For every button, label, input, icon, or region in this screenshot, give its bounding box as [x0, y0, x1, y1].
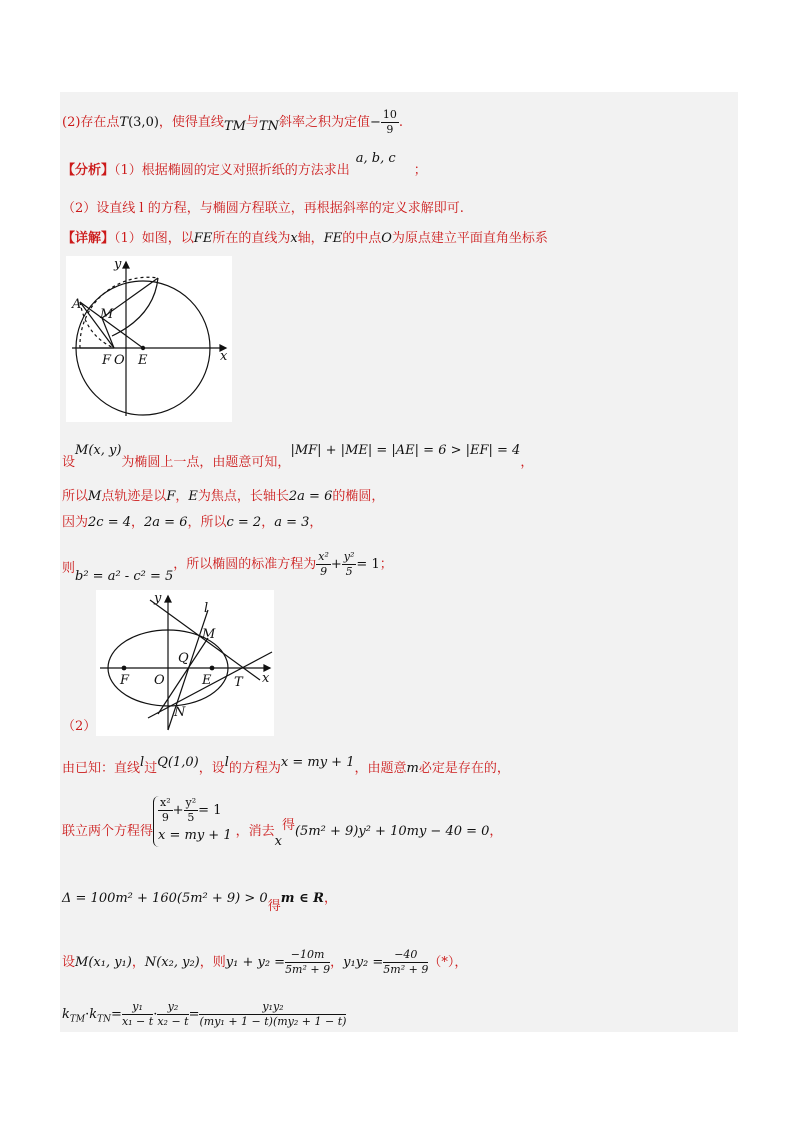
fig1-point-e: E [138, 353, 148, 368]
fig2-point-o: O [154, 673, 165, 688]
part2-label: （2） [62, 719, 97, 734]
fig2-point-m: M [202, 627, 216, 642]
line-l-definition: 由已知：直线l过Q(1,0)，设l的方程为x = my + 1，由题意m必定是存在的， [62, 755, 510, 776]
fig1-point-a: A [72, 297, 82, 312]
fig1-point-f: F [102, 353, 112, 368]
figure-fold-circle [66, 256, 232, 422]
system-line: 联立两个方程得 $\frac{\text{x²}}{9}$ + $\frac{\text{y²}}{5}$ = 1 x = my + 1 ，消去x得(5m² + 9)y² + 10my − 40 = 0， [62, 796, 503, 849]
conclusion-line: (2)存在点T(3,0)，使得直线TM与TN斜率之积为定值− $\frac{10}{9}$ . [62, 108, 404, 136]
fig2-point-t: T [234, 675, 243, 690]
fig2-x-label: x [262, 671, 270, 686]
values-line: 因为2c = 4，2a = 6，所以c = 2，a = 3， [62, 515, 323, 530]
ellipse-condition-line: 设M(x, y)为椭圆上一点，由题意可知，|MF| + |ME| = |AE| = 6 > |EF| = 4， [62, 443, 534, 470]
fig2-y-label: y [154, 591, 162, 606]
solution-tag: 【详解】 [62, 231, 115, 246]
vieta-line: 设M(x₁, y₁)，N(x₂, y₂)，则y₁ + y₂ = $\frac{-10m}{\text{5m² + 9}}$ ，y₁y₂ = $\frac{-40}{\text{5m² + 9}}$ （*）， [62, 948, 468, 976]
fig2-point-f: F [120, 673, 130, 688]
fig2-point-e: E [202, 673, 212, 688]
standard-equation-line: 则b² = a² - c² = 5，所以椭圆的标准方程为 $\frac{\text{x²}}{9}$ + $\frac{\text{y²}}{5}$ = 1； [62, 550, 393, 584]
fig1-point-m: M [100, 307, 114, 322]
locus-line: 所以M点轨迹是以F，E为焦点，长轴长2a = 6的椭圆， [62, 489, 385, 504]
analysis-tag: 【分析】 [62, 163, 115, 178]
fig1-y-label: y [114, 257, 122, 272]
analysis-line-2: （2）设直线 l 的方程，与椭圆方程联立，再根据斜率的定义求解即可. [62, 201, 464, 216]
fig1-point-o: O [114, 353, 125, 368]
slope-product-line: $k_{TM}\cdot k_{TN}=$ $\frac{\text{y₁}}{\text{x₁ − t}}$ · $\frac{\text{y₂}}{\text{x₂ − t}}$ = $\frac{\text{y₁y₂}}{\text{(my₁ + 1 − t)(my₂ + 1 − t)}}$ [62, 1000, 347, 1028]
analysis-line: 【分析】（1）根据椭圆的定义对照折纸的方法求出a, b, c； [62, 151, 427, 178]
figure-ellipse-line [96, 590, 274, 736]
fig2-line-l: l [204, 601, 209, 616]
fig1-x-label: x [220, 349, 228, 364]
fig2-point-n: N [174, 705, 186, 720]
solution-intro: 【详解】（1）如图，以FE所在的直线为x轴，FE的中点O为原点建立平面直角坐标系 [62, 231, 548, 246]
discriminant-line: Δ = 100m² + 160(5m² + 9) > 0得m ∈ R， [62, 891, 337, 914]
fig2-point-q: Q [178, 651, 189, 666]
